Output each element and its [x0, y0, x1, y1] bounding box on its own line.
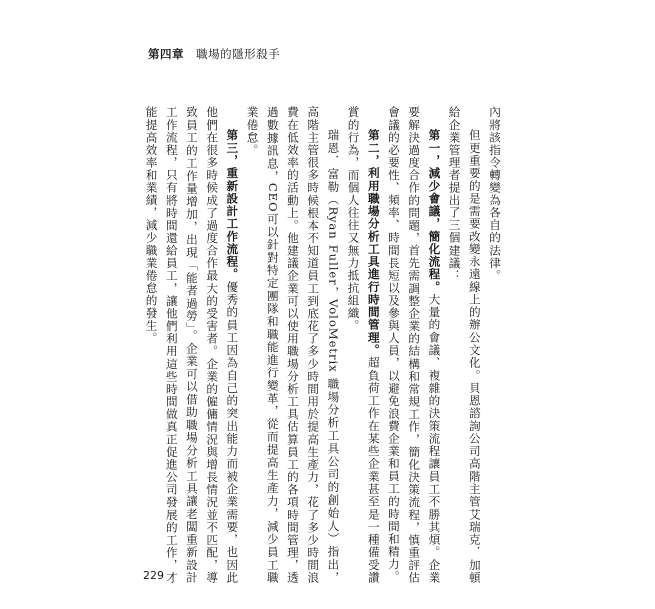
page-number: 229: [143, 569, 164, 582]
paragraph-2-text: 但更重要的是需要改變永遠線上的辦公文化。貝恩諮詢公司高階主管艾瑞克．加頓給企業管理者提出了三個建議：: [447, 106, 482, 584]
vertical-body-text: [141, 106, 505, 584]
chapter-title: 職場的隱形殺手: [196, 47, 281, 61]
paragraph-1-text: 內將該指令轉變為各自的法律。: [488, 106, 502, 282]
paragraph-6-text: 優秀的員工因為自己的突出能力而被企業需要，也因此他們在很多時候成了過度合作最大的受害者。企業的僱傭情況與增長情況並不匹配，導致員工的工作量增加，出現「能者過勞」。企業可以借助職場分析工具讓老闆重新設計工作流程，只有將時間還給員工，讓他們利用這些時間做真正促進公司發展的工作，才能提高效率和業績，減少職業倦怠的發生。: [144, 106, 240, 584]
paragraph-3-text: 大量的會議、複雜的決策流程讓員工不勝其煩。企業要解決過度合作的問題，首先需調整企業的結構和常規工作，簡化決策流程，慎重評估會議的必要性、頻率、時間長短以及參與人員，以避免浪費企業和員工的時間和精力。: [386, 106, 442, 584]
paragraph-3: [384, 106, 445, 584]
paragraph-4-text: 超負荷工作在某些企業甚至是一種備受讚賞的行為，而個人往往又無力抵抗組織。: [346, 106, 381, 584]
paragraph-4: [343, 106, 383, 584]
paragraph-3-lead: 第一，減少會議，簡化流程。: [427, 129, 442, 294]
running-header: [148, 46, 280, 62]
paragraph-6-lead: 第三，重新設計工作流程。: [225, 129, 240, 281]
paragraph-5: [242, 106, 343, 584]
paragraph-2: [444, 106, 484, 584]
paragraph-5-text: 瑞恩．富勒（Ryan Fuller，VoloMetrix 職場分析工具公司的創始人）指出，高階主管很多時候根本不知道員工到底花了多少時間用於提高生產力，花了多少時間浪費在低效率的活動上。他建議企業可以使用職場分析工具估算員工的各項時間管理，透過數據訊息，CEO可以針對特定團隊和職能進行變革，從而提高生產力，減少員工職業倦怠。: [245, 106, 341, 584]
chapter-number: 第四章: [148, 47, 184, 61]
paragraph-4-lead: 第二，利用職場分析工具進行時間管理。: [366, 129, 381, 357]
paragraph-6: [141, 106, 242, 584]
paragraph-1: [485, 106, 505, 584]
